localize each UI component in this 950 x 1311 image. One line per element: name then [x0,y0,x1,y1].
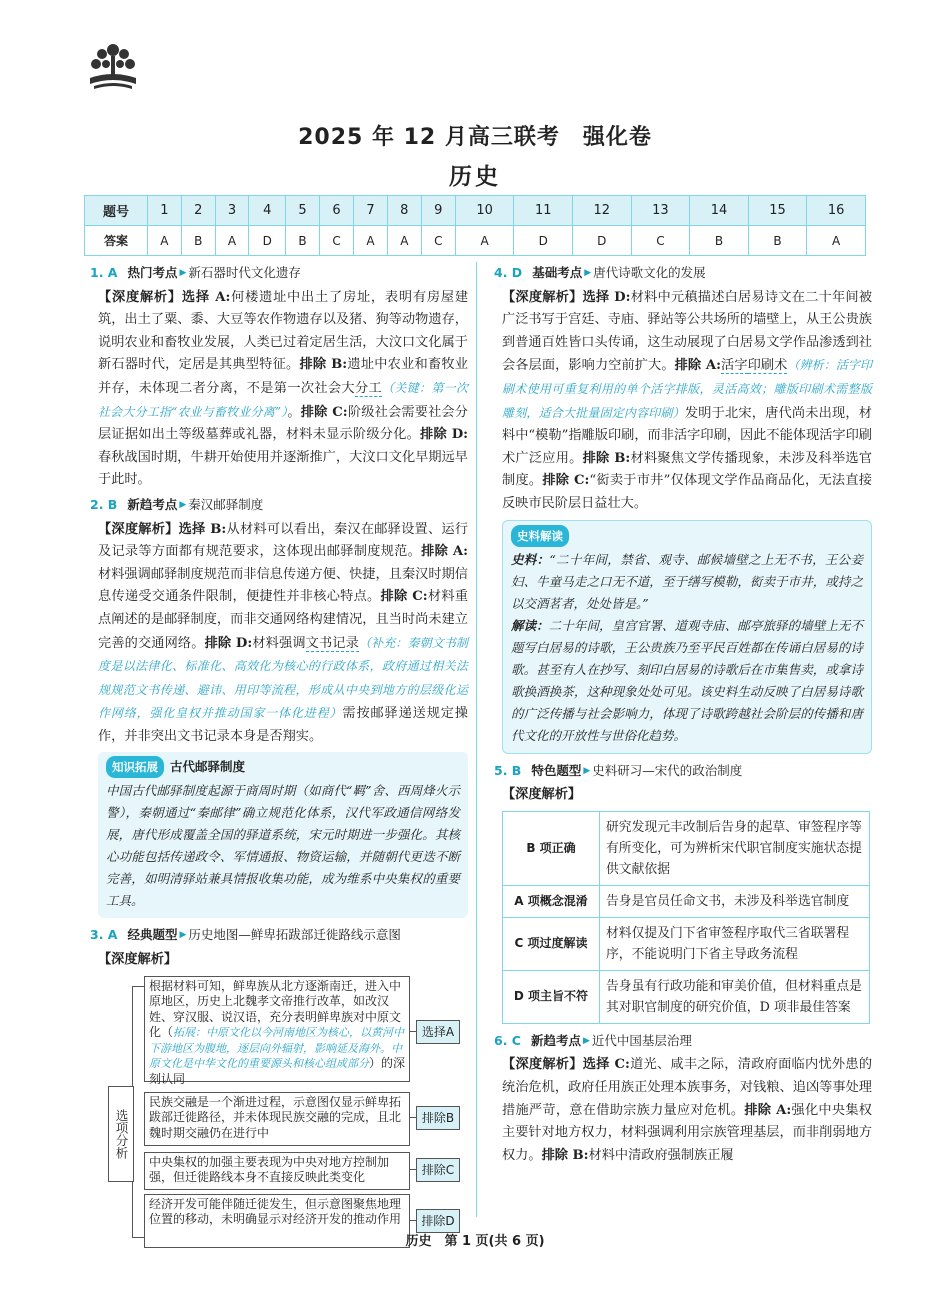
publisher-logo [86,40,140,92]
table-row [503,811,870,885]
exclude-label: 排除 D: [204,635,253,651]
knowledge-extension-text: 中国古代邮驿制度起源于商周时期（如商代“羁”舍、西周烽火示警），秦朝通过“秦邮律”确立规范化体系，汉代军政通信网络发展，唐代形成覆盖全国的驿道系统，宋元时期进一步强化。其核心功能包括传递政令、军情通报、物资运输，并随朝代更迭不断完善，如明清驿站兼具情报收集功能，成为维系中央集权的重要工具。 [106,783,460,909]
row-label: C 项过度解读 [503,917,600,970]
option-d-result: 排除D [416,1209,460,1233]
q5-analysis-table [502,811,870,1024]
q2-header [90,494,468,517]
triangle-right-icon: ▶ [179,499,187,510]
q5-number: 5. B [494,762,522,778]
analysis-text: 春秋战国时期，牛耕开始使用并逐渐推广，大汶口文化早期远早于此时。 [98,449,468,488]
answer-cell: D [249,226,286,256]
answer-cell: B [690,226,749,256]
analysis-label: 【深度解析】 [98,521,179,537]
exclude-label: 排除 A: [674,358,721,374]
row-label: B 项正确 [503,811,600,885]
exclude-label: 排除 C: [380,589,428,605]
q6-number: 6. C [494,1032,521,1048]
highlight-term: 分工 [354,380,382,396]
analysis-text: 遗址中农业和畜牧业并存，未体现二者分离，不是第一次社会大 [98,357,469,396]
analysis-text: 。 [287,404,301,420]
analysis-text: 材料重点阐述的是邮驿制度，而非交通网络构建情况，且当时尚未建立完善的交通网络。 [98,589,469,651]
knowledge-extension-tag: 知识拓展 [106,756,164,778]
source-interpretation-tag: 史料解读 [511,525,569,547]
interpretation-label: 解读： [511,617,549,633]
analysis-text: 阶级社会需要社会分层证据如出土等级墓葬或礼器，材料未显示阶级分化。 [98,404,468,443]
interpretation-text [511,615,863,747]
table-row [503,970,870,1023]
answer-cell: B [181,226,215,256]
analysis-label: 【深度解析】 [98,289,182,305]
option-a-text-end: ）的深刻认同 [149,1056,406,1086]
triangle-right-icon: ▶ [179,930,187,941]
answer-cell: D [573,226,632,256]
q3-analysis-label: 【深度解析】 [98,952,178,968]
answer-cell: B [748,226,807,256]
row-label: A 项概念混淆 [503,885,600,917]
choice-label: 选择 C: [582,1057,630,1073]
q-number: 13 [631,196,690,226]
q2-analysis [98,519,468,749]
answer-cell: A [807,226,866,256]
row-text: 研究发现元丰改制后告身的起草、审签程序等有所变化，可为辨析宋代职官制度实施状态提供文献依据 [600,811,870,885]
analysis-label: 【深度解析】 [502,289,583,305]
q1-number: 1. A [90,265,118,280]
q4-analysis [502,287,872,516]
answer-cell: A [455,226,514,256]
option-c-box: 中央集权的加强主要表现为中央对地方控制加强，但迁徙路线本身不直接反映此类变化 [144,1152,410,1190]
page-footer: 历史 第 1 页(共 6 页) [405,1234,545,1249]
source-quote: “二十年间，禁省、观寺、邮候墙壁之上无不书，王公妾妇、牛童马走之口无不道，至于缮写模勒，衒卖于市井，或持之以交酒茗者，处处皆是。” [511,551,863,611]
table-row [503,917,870,970]
row-label-answer: 答案 [85,226,148,256]
triangle-right-icon: ▶ [583,1035,590,1046]
row-text: 告身虽有行政功能和审美价值，但材料重点是其对职官制度的研究价值，D 项非最佳答案 [600,970,870,1023]
interpretation-body: 二十年间，皇宫官署、道观寺庙、邮亭旅驿的墙壁上无不题写白居易的诗歌，王公贵族乃至平民百姓都在传诵白居易的诗歌。甚至有人在抄写、刻印白居易的诗歌后在市集售卖，或拿诗歌换酒换茶，这种现象处处可见。该史料生动反映了白居易诗歌的广泛传播与社会影响力，体现了诗歌跨越社会阶层的传播和唐代文化的开放性与世俗化趋势。 [511,617,863,743]
option-a-text: 根据材料可知，鲜卑族从北方逐渐南迁，进入中原地区，历史上北魏孝文帝推行改革，如改汉姓、穿汉服、说汉语，充分表明鲜卑族对中原文化（ [149,978,402,1040]
knowledge-extension-box [98,752,468,918]
right-column [494,262,873,1167]
answer-cell: C [319,226,353,256]
key-note: （关键：第一次社会大分工指“农业与畜牧业分离”） [98,380,468,419]
option-analysis-diagram [98,976,468,1244]
option-a-result: 选择A [416,1020,460,1044]
source-interpretation-header [511,525,863,547]
answer-table-numbers-row [85,196,866,226]
row-label-number: 题号 [85,196,148,226]
choice-label: 选择 B: [178,521,227,537]
q4-topic: 唐代诗歌文化的发展 [593,265,706,280]
q6-header [494,1030,872,1053]
q-number: 15 [748,196,807,226]
left-column [90,262,469,1244]
option-c-result: 排除C [416,1158,460,1182]
analysis-text: 材料中元稹描述白居易诗文在二十年间被广泛书写于宫廷、寺庙、驿站等公共场所的墙壁上，从王公贵族到普通百姓皆口头传诵，这生动展现了白居易文学作品渗透到社会各层面，影响力空前扩大。 [502,289,873,374]
analysis-text: 材料强调 [252,635,306,651]
option-d-box: 经济开发可能伴随迁徙发生，但示意图聚焦地理位置的移动，未明确显示对经济开发的推动作用 [144,1194,410,1248]
table-row [503,885,870,917]
q1-analysis [98,287,468,492]
knowledge-extension-header [106,756,460,778]
q2-number: 2. B [90,496,118,512]
q6-topic: 近代中国基层治理 [591,1032,692,1048]
option-a-note: 拓展：中原文化以今河南地区为核心，以黄河中下游地区为腹地，逐层向外辐射，影响延及海外。中原文化是中华文化的重要源头和核心组成部分 [149,1026,405,1071]
analysis-text: 道光、咸丰之际，清政府面临内忧外患的统治危机，政府任用族正处理本族事务，对钱粮、追凶等事处理措施严苛，意在借助宗族力量应对危机。 [502,1057,873,1118]
q-number: 5 [286,196,320,226]
q-number: 4 [249,196,286,226]
q3-tag: 经典题型 [127,927,178,943]
q4-tag: 基础考点 [532,265,583,280]
exclude-label: 排除 A: [744,1102,792,1118]
answer-cell: D [514,226,573,256]
q-number: 12 [573,196,632,226]
q5-analysis-label: 【深度解析】 [502,787,582,803]
knowledge-extension-title: 古代邮驿制度 [170,759,246,775]
q-number: 14 [690,196,749,226]
q3-header [90,924,468,947]
analysis-text: 材料中清政府强制族正履 [588,1147,734,1163]
answer-cell: C [421,226,455,256]
answer-cell: A [215,226,249,256]
column-divider [476,262,477,1217]
q-number: 16 [807,196,866,226]
distinction-note: （辨析：活字印刷术使用可重复利用的单个活字排版，灵活高效；雕版印刷术需整版雕刻，适合大批量固定内容印刷） [502,358,873,420]
q1-topic: 新石器时代文化遗存 [188,265,301,280]
analysis-text: 材料聚焦文学传播现象，未涉及科举选官制度。 [502,450,873,489]
answer-cell: A [354,226,388,256]
highlight-term: 活字 [720,358,748,374]
exclude-label: 排除 B: [541,1147,589,1163]
row-label: D 项主旨不符 [503,970,600,1023]
q6-tag: 新趋考点 [530,1032,581,1048]
q1-tag: 热门考点 [127,265,178,280]
q-number: 8 [387,196,421,226]
option-b-result: 排除B [416,1106,460,1130]
option-b-box: 民族交融是一个渐进过程，示意图仅显示鲜卑拓跋部迁徙路径，并未体现民族交融的完成，且北魏时期交融仍在进行中 [144,1092,410,1146]
answer-table-answers-row [85,226,866,256]
highlight-term: 文书记录 [305,635,359,651]
analysis-text: 材料强调邮驿制度规范而非信息传递方便、快捷，且秦汉时期信息传递受交通条件限制，便捷性并非核心特点。 [98,566,468,605]
q-number: 2 [181,196,215,226]
q-number: 1 [148,196,182,226]
analysis-text: 强化中央集权主要针对地方权力，材料强调利用宗族管理基层，而非削弱地方权力。 [502,1102,872,1163]
q-number: 9 [421,196,455,226]
analysis-text: “衒卖于市井”仅体现文学作品商品化，无法直接反映市民阶层日益壮大。 [502,473,872,511]
answer-cell: A [148,226,182,256]
q2-tag: 新趋考点 [127,496,178,512]
exam-title: 2025 年 12 月高三联考 强化卷 [298,125,652,150]
choice-label: 选择 A: [181,289,231,305]
q-number: 7 [354,196,388,226]
q-number: 3 [215,196,249,226]
answer-cell: A [387,226,421,256]
triangle-right-icon: ▶ [584,268,592,278]
highlight-term: 印刷术 [747,358,788,374]
exclude-label: 排除 B: [582,450,631,466]
analysis-text: 何楼遗址中出土了房址，表明有房屋建筑，出土了粟、黍、大豆等农作物遗存以及猪、狗等动物遗存，说明农业和畜牧业发展，人类已过着定居生活，大汶口文化属于新石器时代，定居是其典型特征。 [98,289,469,373]
exclude-label: 排除 A: [421,544,469,560]
q-number: 6 [319,196,353,226]
source-label: 史料： [511,551,550,567]
answer-cell: C [631,226,690,256]
analysis-text: 从材料可以看出，秦汉在邮驿设置、运行及记录等方面都有规范要求，这体现出邮驿制度规范。 [98,521,469,560]
q5-topic: 史料研习—宋代的政治制度 [592,762,743,778]
q2-topic: 秦汉邮驿制度 [188,496,264,512]
q5-tag: 特色题型 [531,762,582,778]
q4-number: 4. D [494,265,523,280]
row-text: 告身是官员任命文书，未涉及科举选官制度 [600,885,870,917]
q5-header [494,760,872,783]
q-number: 11 [514,196,573,226]
q4-header [494,262,872,285]
triangle-right-icon: ▶ [179,268,187,278]
exclude-label: 排除 C: [300,404,348,420]
analysis-text: 发明于北宋，唐代尚未出现，材料中“模勒”指雕版印刷，而非活字印刷，因此不能体现活字印刷术广泛应用。 [502,405,872,466]
answer-cell: B [286,226,320,256]
row-text: 材料仅提及门下省审签程序取代三省联署程序，不能说明门下省主导政务流程 [600,917,870,970]
choice-label: 选择 D: [582,289,631,305]
q-number: 10 [455,196,514,226]
supplement-note: （补充：秦朝文书制度是以法律化、标准化、高效化为核心的行政体系，政府通过相关法规规范文书传递、避讳、用印等流程，形成从中央到地方的层级化运作网络，强化皇权并推动国家一体化进程） [98,635,468,721]
triangle-right-icon: ▶ [583,765,591,776]
option-a-box [144,976,410,1086]
q3-topic: 历史地图—鲜卑拓跋部迁徙路线示意图 [188,927,401,943]
q1-header [90,262,468,285]
source-text [511,549,863,615]
q3-number: 3. A [90,927,118,943]
subject-title: 历史 [449,164,501,190]
option-analysis-label: 选项分析 [108,1086,134,1182]
source-interpretation-box [502,520,872,754]
exclude-label: 排除 D: [420,427,468,443]
exclude-label: 排除 B: [299,357,348,373]
analysis-label: 【深度解析】 [502,1057,583,1073]
analysis-text: 需按邮驿递送规定操作，并非突出文书记录本身是否翔实。 [98,706,468,744]
q6-analysis [502,1054,872,1167]
answer-table [84,195,866,256]
exclude-label: 排除 C: [542,473,590,489]
